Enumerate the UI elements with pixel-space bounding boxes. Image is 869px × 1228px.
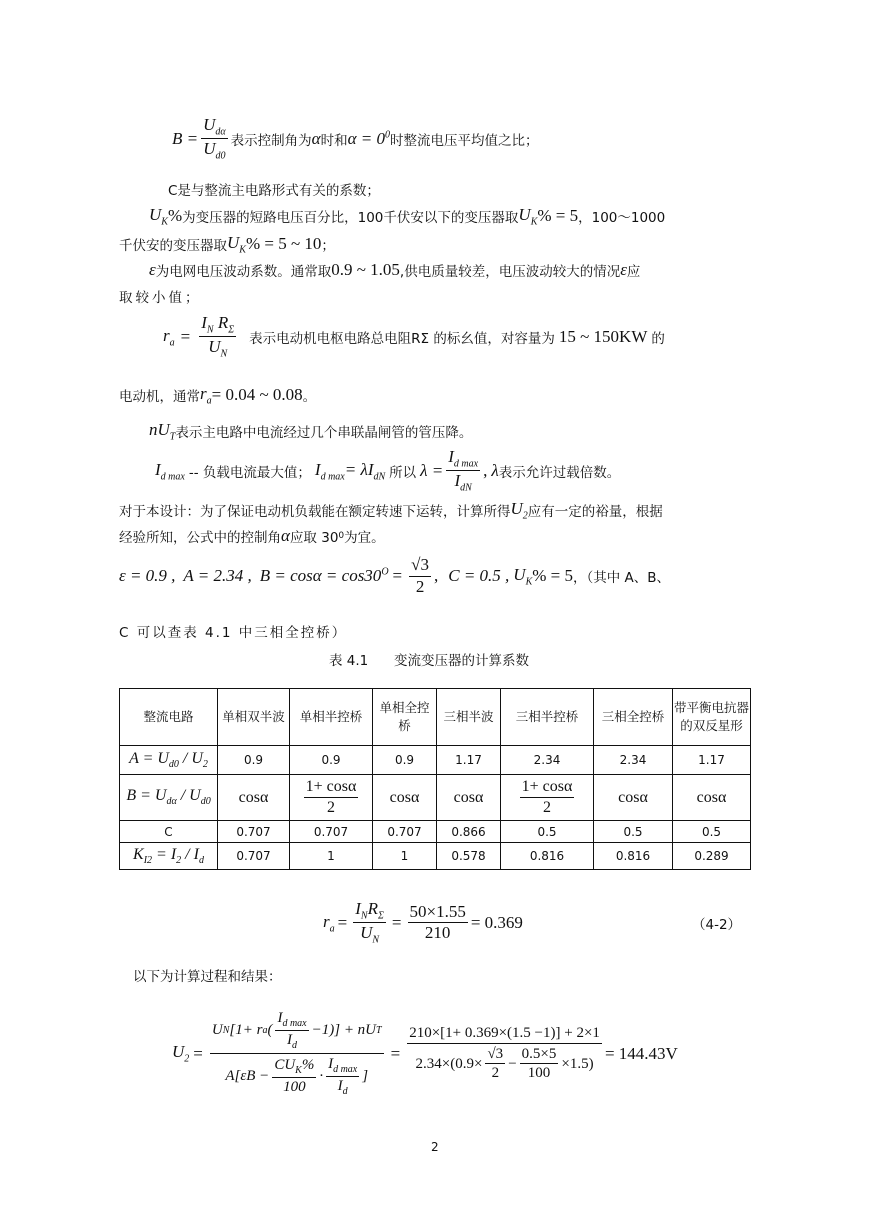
table-cell: 1 — [373, 843, 437, 870]
nut-definition: $nU_T$ 表示主电路中电流经过几个串联晶闸管的管压降。 — [149, 420, 473, 443]
table-cell: 0.578 — [437, 843, 501, 870]
row-label-b: $B = U_{d\alpha} / U_{d0}$ — [120, 775, 218, 821]
parameters-line-2: C 可以查表 4.1 中三相全控桥） — [119, 625, 348, 641]
table-cell: 1 — [290, 843, 373, 870]
eps-definition-line-1: ε 为电网电压波动系数。通常取 0.9 ~ 1.05 ,供电质量较差，电压波动较大的情况 ε 应 — [149, 260, 641, 280]
table-row-a — [120, 746, 751, 775]
table-cell: 0.289 — [673, 843, 751, 870]
b-definition — [172, 116, 538, 162]
table-cell: cosα — [218, 775, 290, 821]
b-text-2: 时和 — [320, 132, 348, 149]
design-line-2: 经验所知，公式中的控制角 α 应取 30 0 为宜。 — [119, 526, 385, 546]
table-cell: 0.707 — [290, 821, 373, 843]
table-cell: 0.707 — [218, 843, 290, 870]
table-cell: 0.866 — [437, 821, 501, 843]
table-cell: 0.5 — [594, 821, 673, 843]
b-fraction: $\frac{U_{d\alpha}}{U_{d0}}$ — [203, 115, 226, 162]
table-cell: 0.707 — [373, 821, 437, 843]
table-cell: cosα — [594, 775, 673, 821]
idmax-definition: $I_{d max}$ -- 负载电流最大值； $I_{d max}$ = $\lambda I_{dN}$ 所以 λ = $\frac{I_{d max}}{I_{dN}}$ , λ 表示允许过载倍数。 — [155, 447, 621, 494]
uk-definition-line-2: 千伏安的变压器取 $U_K$ % = 5 ~ 10 ； — [119, 233, 335, 256]
row-label-k: $K_{I2} = I_2 / I_d$ — [120, 843, 218, 870]
parameters-line-1: ε = 0.9 , A = 2.34 , $B = \cos\alpha = \cos 30^O$ = $\frac{√3}{2}$ , C = 0.5 , $U_K$ % = 5 ，（其中 A、B、 — [119, 555, 671, 596]
table-cell: 0.707 — [218, 821, 290, 843]
table-cell: 0.816 — [501, 843, 594, 870]
c-definition: C是与整流主电路形式有关的系数； — [168, 183, 380, 199]
table-cell: 0.9 — [218, 746, 290, 775]
header-cell: 单相双半波 — [218, 689, 290, 746]
table-cell: 0.5 — [673, 821, 751, 843]
table-cell: 0.9 — [373, 746, 437, 775]
uk-definition-line-1: $U_K$ % 为变压器的短路电压百分比，100千伏安以下的变压器取 $U_K$ % = 5 ，100～1000 — [149, 205, 666, 228]
row-label-a: $A = U_{d0} / U_2$ — [120, 746, 218, 775]
design-line-1: 对于本设计：为了保证电动机负载能在额定转速下运转，计算所得 $U_2$ 应有一定的裕量，根据 — [119, 499, 663, 522]
table-cell: $\frac{1+ \cos\alpha}{2}$ — [290, 775, 373, 821]
header-cell: 单相半控桥 — [290, 689, 373, 746]
u2-equation: $U_2$ = U N [1+ r a ( $\frac{I_{d max}}{I_d}$ −1)] + nU T A[εB − $\frac{CU_K\%}{100}$ · $\frac{I_{d max}}{I_d}$ ] = 210×[1+ 0.369×(1.5 −1)] + 2×1 2.34×(0.9× $\frac{√3}{2}$ − $\frac{0.5\times 5}{100}$ ×1.5) = 144.43V — [172, 1010, 678, 1097]
table-caption: 表 4.1 变流变压器的计算系数 — [329, 653, 530, 669]
page-number: 2 — [431, 1140, 439, 1154]
header-cell: 单相全控桥 — [373, 689, 437, 746]
b-text-1: 表示控制角为 — [230, 132, 312, 149]
row-label-c: C — [120, 821, 218, 843]
table-cell: $\frac{1+ \cos\alpha}{2}$ — [501, 775, 594, 821]
table-cell: 2.34 — [501, 746, 594, 775]
table-row-k — [120, 843, 751, 870]
table-cell: cosα — [673, 775, 751, 821]
table-cell: 0.9 — [290, 746, 373, 775]
coefficient-table — [119, 688, 751, 870]
table-row-b — [120, 775, 751, 821]
equation-label: （4-2） — [692, 917, 742, 933]
ra-definition-line-2: 电动机，通常 $r_a$ = 0.04 ~ 0.08 。 — [119, 384, 317, 407]
table-cell: cosα — [373, 775, 437, 821]
table-row-c — [120, 821, 751, 843]
b-lhs: B = — [172, 128, 199, 148]
equation-4-2: $r_a$ = $\frac{I_NR_\Sigma}{U_N}$ = $\frac{50\times 1.55}{210}$ = 0.369 — [323, 899, 523, 946]
calc-intro: 以下为计算过程和结果： — [133, 969, 282, 985]
eps-definition-line-2: 取较小值； — [119, 290, 202, 306]
table-cell: 2.34 — [594, 746, 673, 775]
table-cell: 0.5 — [501, 821, 594, 843]
alpha-symbol: α — [311, 128, 321, 148]
alpha-zero: $\alpha = 0^0$ — [347, 128, 390, 148]
u2-numeric-fraction: 210×[1+ 0.369×(1.5 −1)] + 2×1 2.34×(0.9× $\frac{√3}{2}$ − $\frac{0.5\times 5}{100}$ ×1.5) — [409, 1025, 600, 1082]
b-text-3: 时整流电压平均值之比； — [389, 132, 539, 149]
header-cell: 三相全控桥 — [594, 689, 673, 746]
header-cell: 三相半控桥 — [501, 689, 594, 746]
sqrt3-over-2: $\frac{√3}{2}$ — [411, 555, 429, 596]
header-cell: 带平衡电抗器的双反星形 — [673, 689, 751, 746]
ra-fraction: $\frac{I_N R_\Sigma}{U_N}$ — [201, 313, 235, 360]
header-cell: 三相半波 — [437, 689, 501, 746]
table-header-row — [120, 689, 751, 746]
table-cell: cosα — [437, 775, 501, 821]
lambda-fraction: $\frac{I_{d max}}{I_{dN}}$ — [448, 447, 479, 494]
u2-symbolic-fraction: U N [1+ r a ( $\frac{I_{d max}}{I_d}$ −1)] + nU T A[εB − $\frac{CU_K\%}{100}$ · $\frac{I_{d max}}{I_d}$ ] — [211, 1010, 382, 1097]
table-cell: 0.816 — [594, 843, 673, 870]
ra-definition-line-1: $r_a$ = $\frac{I_N R_\Sigma}{U_N}$ 表示电动机电枢电路总电阻RΣ 的标幺值，对容量为 15 ~ 150KW 的 — [163, 313, 665, 360]
header-cell: 整流电路 — [120, 689, 218, 746]
table-cell: 1.17 — [673, 746, 751, 775]
table-cell: 1.17 — [437, 746, 501, 775]
